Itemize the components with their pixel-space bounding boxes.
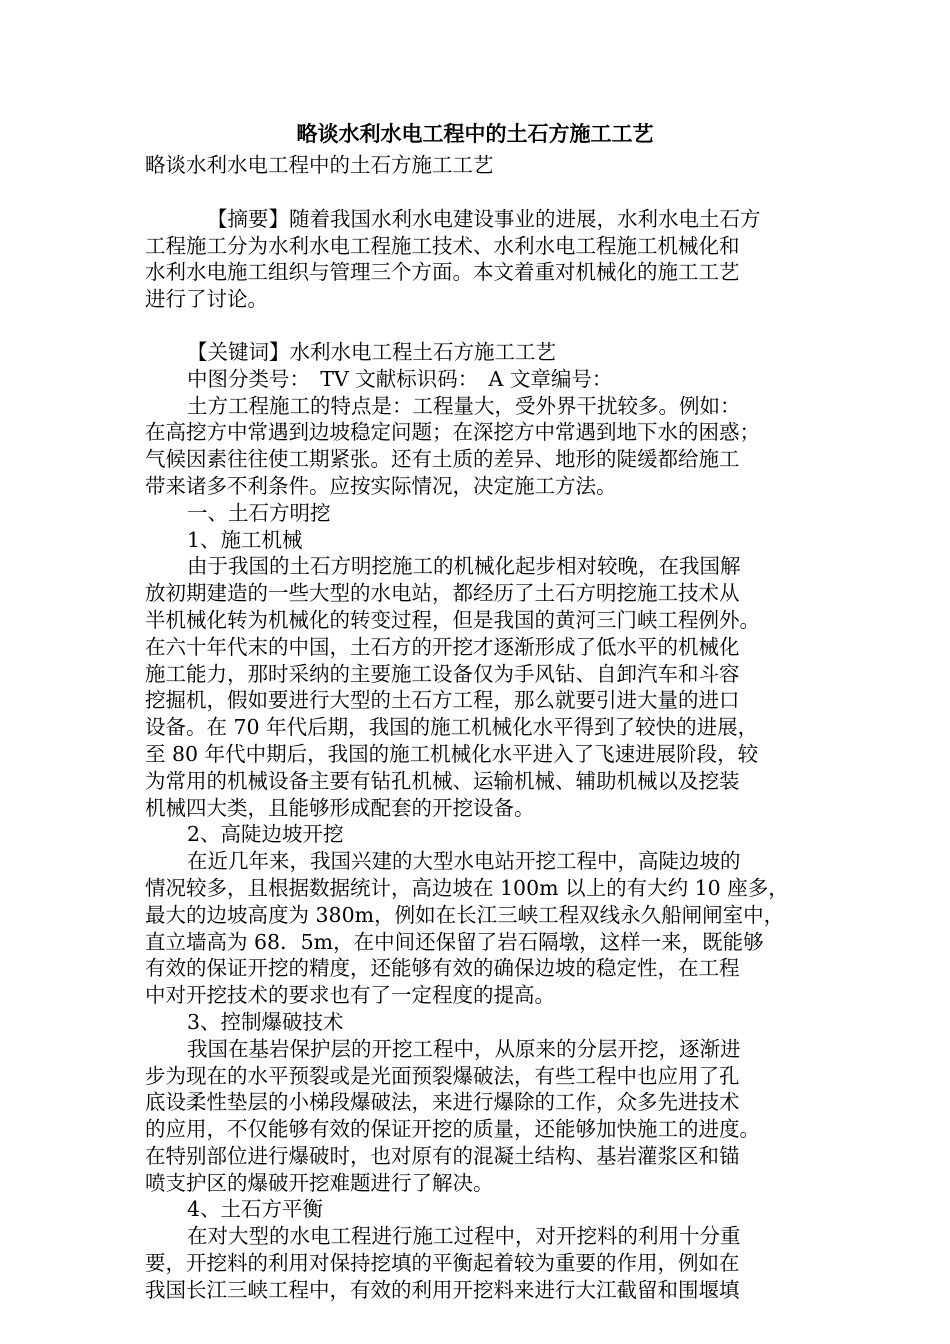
body-line: 步为现在的水平预裂或是光面预裂爆破法，有些工程中也应用了孔 xyxy=(145,1063,740,1088)
abstract-line: 工程施工分为水利水电工程施工技术、水利水电工程施工机械化和 xyxy=(145,233,740,258)
body-line: 直立墙高为 68．5m，在中间还保留了岩石隔墩，这样一来，既能够 xyxy=(145,929,764,954)
body-line: 放初期建造的一些大型的水电站，都经历了土石方明挖施工技术从 xyxy=(145,581,740,606)
spacer xyxy=(145,179,810,206)
document-title: 略谈水利水电工程中的土石方施工工艺 xyxy=(296,121,654,146)
intro-line: 土方工程施工的特点是：工程量大，受外界干扰较多。例如： xyxy=(187,393,741,418)
body-line: 为常用的机械设备主要有钻孔机械、运输机械、辅助机械以及挖装 xyxy=(145,768,740,793)
body-line: 半机械化转为机械化的转变过程，但是我国的黄河三门峡工程例外。 xyxy=(145,607,760,632)
body-line: 施工能力，那时采纳的主要施工设备仅为手风钻、自卸汽车和斗容 xyxy=(145,661,740,686)
body-line: 情况较多，且根据数据统计，高边坡在 100m 以上的有大约 10 座多， xyxy=(145,875,789,900)
intro-line: 在高挖方中常遇到边坡稳定问题；在深挖方中常遇到地下水的困惑； xyxy=(145,420,760,445)
body-line: 喷支护区的爆破开挖难题进行了解决。 xyxy=(145,1170,494,1195)
document-body xyxy=(145,152,810,1304)
body-line: 至 80 年代中期后，我国的施工机械化水平进入了飞速进展阶段，较 xyxy=(145,741,759,766)
abstract-line: 【摘要】随着我国水利水电建设事业的进展，水利水电土石方 xyxy=(207,206,761,231)
subsection-heading: 1、施工机械 xyxy=(187,527,303,552)
subsection-heading: 4、土石方平衡 xyxy=(187,1197,324,1222)
document-subtitle: 略谈水利水电工程中的土石方施工工艺 xyxy=(145,153,494,177)
section-heading: 一、土石方明挖 xyxy=(187,500,331,525)
spacer xyxy=(145,313,810,339)
body-line: 在对大型的水电工程进行施工过程中，对开挖料的利用十分重 xyxy=(187,1224,741,1249)
subsection-heading: 3、控制爆破技术 xyxy=(187,1009,344,1034)
body-line: 要，开挖料的利用对保持挖填的平衡起着较为重要的作用，例如在 xyxy=(145,1251,740,1276)
abstract-line: 水利水电施工组织与管理三个方面。本文着重对机械化的施工工艺 xyxy=(145,260,740,285)
keywords-line: 【关键词】水利水电工程土石方施工工艺 xyxy=(187,339,556,364)
body-line: 设备。在 70 年代后期，我国的施工机械化水平得到了较快的进展， xyxy=(145,715,759,740)
body-line: 由于我国的土石方明挖施工的机械化起步相对较晚，在我国解 xyxy=(187,554,741,579)
body-line: 的应用，不仅能够有效的保证开挖的质量，还能够加快施工的进度。 xyxy=(145,1117,760,1142)
body-line: 挖掘机，假如要进行大型的土石方工程，那么就要引进大量的进口 xyxy=(145,688,740,713)
body-line: 最大的边坡高度为 380m，例如在长江三峡工程双线永久船闸闸室中， xyxy=(145,902,785,927)
body-line: 底设柔性垫层的小梯段爆破法，来进行爆除的工作，众多先进技术 xyxy=(145,1090,740,1115)
body-line: 在近几年来，我国兴建的大型水电站开挖工程中，高陡边坡的 xyxy=(187,849,741,874)
body-line: 我国在基岩保护层的开挖工程中，从原来的分层开挖，逐渐进 xyxy=(187,1036,741,1061)
body-line: 机械四大类，且能够形成配套的开挖设备。 xyxy=(145,795,535,820)
body-line: 中对开挖技术的要求也有了一定程度的提高。 xyxy=(145,983,555,1008)
subsection-heading: 2、高陡边坡开挖 xyxy=(187,822,344,847)
body-line: 在六十年代末的中国，土石方的开挖才逐渐形成了低水平的机械化 xyxy=(145,634,740,659)
body-line: 有效的保证开挖的精度，还能够有效的确保边坡的稳定性，在工程 xyxy=(145,956,740,981)
body-line: 在特别部位进行爆破时，也对原有的混凝土结构、基岩灌浆区和锚 xyxy=(145,1143,740,1168)
intro-line: 气候因素往往使工期紧张。还有土质的差异、地形的陡缓都给施工 xyxy=(145,447,740,472)
intro-line: 带来诸多不利条件。应按实际情况，决定施工方法。 xyxy=(145,473,617,498)
abstract-line: 进行了讨论。 xyxy=(145,287,268,312)
body-line: 我国长江三峡工程中，有效的利用开挖料来进行大江截留和围堰填 xyxy=(145,1277,740,1302)
classification-line: 中图分类号： TV 文献标识码： A 文章编号： xyxy=(187,366,613,391)
